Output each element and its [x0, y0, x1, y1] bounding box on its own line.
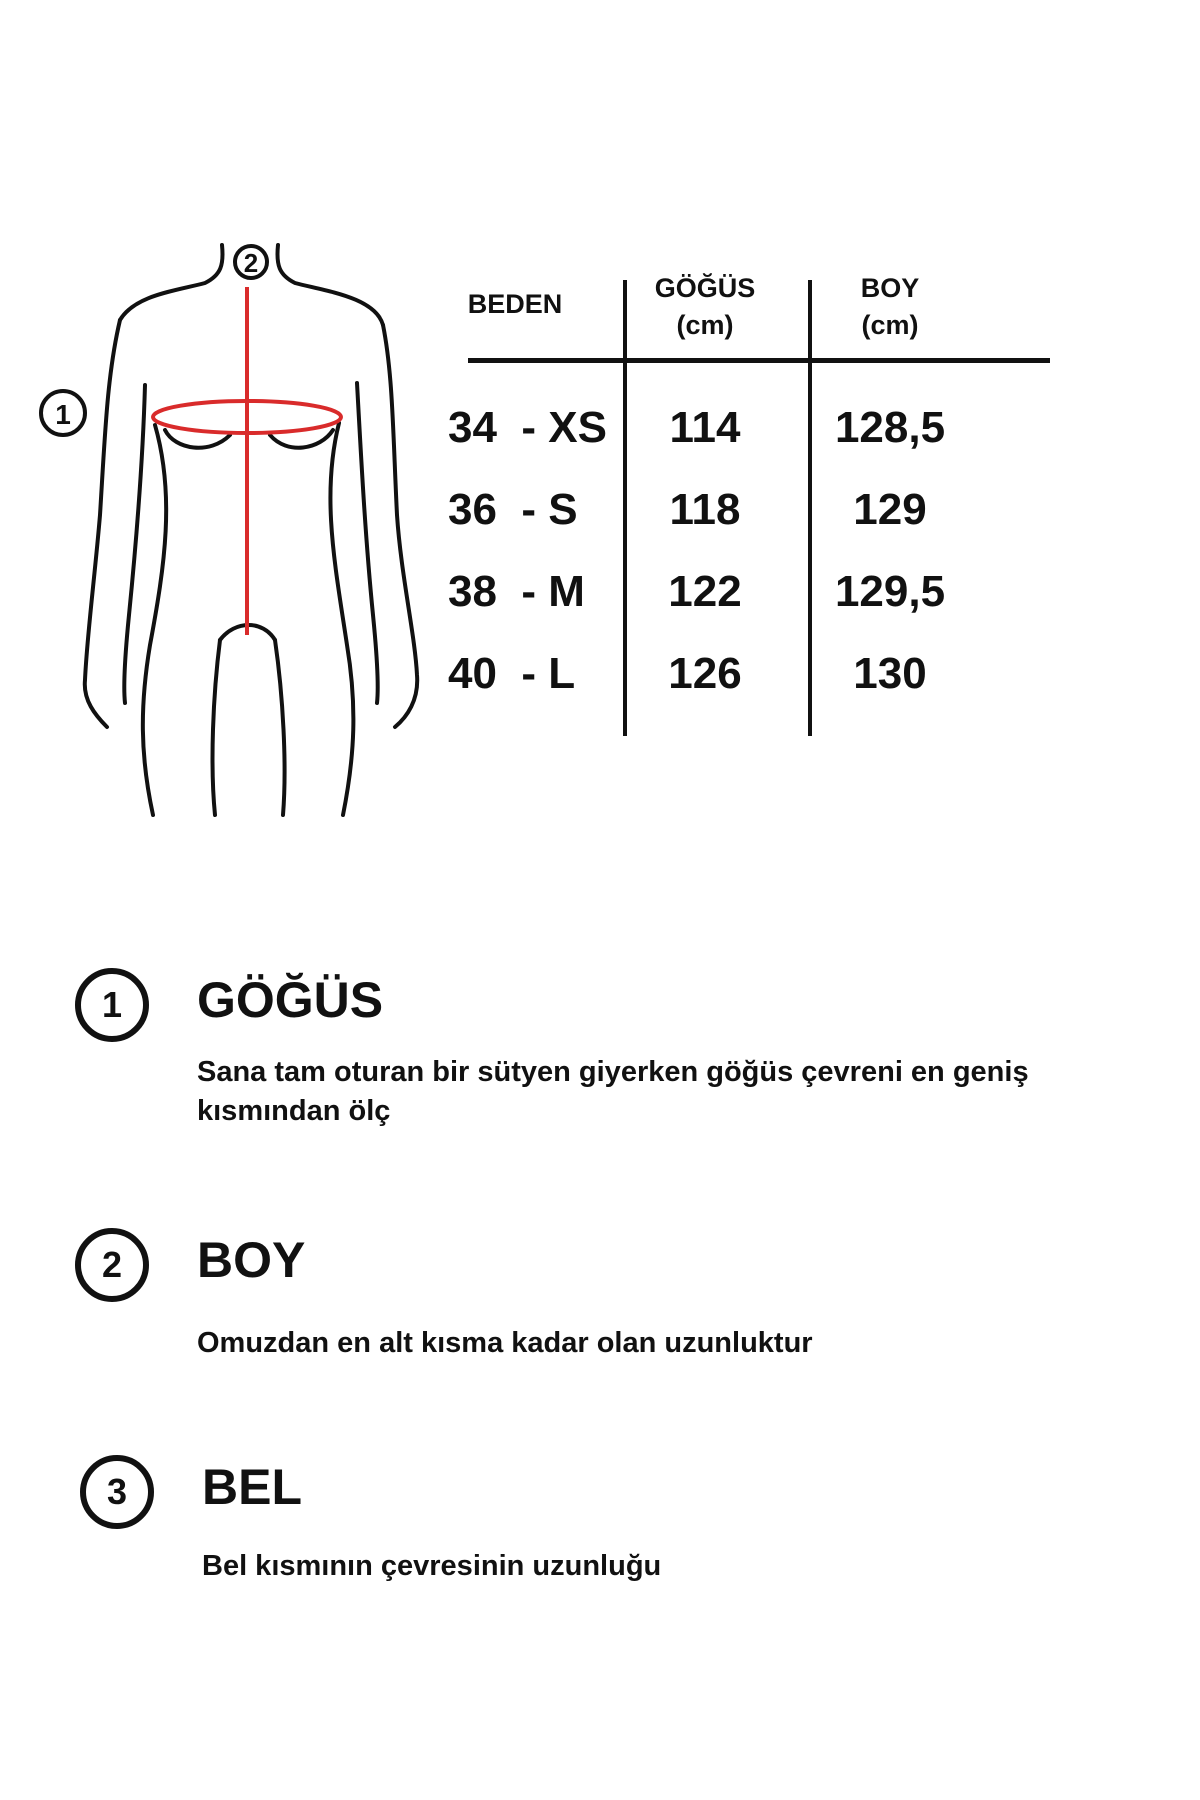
cell-length: 128,5 — [834, 403, 946, 452]
marker-1 — [41, 391, 85, 435]
body-outline-illustration — [25, 235, 445, 825]
cell-length: 129 — [853, 485, 927, 534]
legend-item-length — [75, 1228, 1155, 1358]
cell-chest: 114 — [669, 403, 741, 452]
right-inner-leg — [275, 640, 285, 815]
left-inner-leg — [213, 640, 220, 815]
body-measurement-figure — [25, 235, 445, 825]
cell-length: 130 — [853, 649, 927, 698]
marker-2 — [235, 246, 267, 278]
right-shoulder-line — [277, 245, 383, 325]
header-length-label: BOY — [860, 273, 920, 303]
header-chest-label: GÖĞÜS — [654, 273, 756, 303]
size-table — [440, 270, 1060, 740]
right-torso-side — [330, 423, 353, 815]
legend-description: Sana tam oturan bir sütyen giyerken göğüs çevreni en geniş kısmından ölç — [197, 1056, 1029, 1127]
cell-size: 40 - L — [448, 649, 576, 698]
table-row — [440, 480, 1060, 540]
header-size: BEDEN — [467, 289, 563, 319]
cell-chest: 122 — [668, 567, 742, 616]
legend-title: BOY — [197, 1232, 306, 1288]
legend-description: Bel kısmının çevresinin uzunluğu — [202, 1550, 662, 1582]
left-torso-side — [143, 425, 166, 815]
right-arm-inner — [357, 383, 378, 703]
legend-number-badge: 1 — [75, 968, 149, 1042]
legend-title: BEL — [202, 1459, 302, 1515]
marker-2-label: 2 — [243, 248, 259, 278]
table-row — [440, 644, 1060, 704]
right-arm-outer — [383, 325, 417, 727]
table-row — [440, 562, 1060, 622]
header-divider — [468, 358, 1050, 363]
cell-chest: 118 — [669, 485, 741, 534]
left-arm-outer — [85, 320, 120, 727]
table-row — [440, 398, 1060, 458]
legend-number-badge: 3 — [80, 1455, 154, 1529]
header-length-unit: (cm) — [861, 310, 919, 340]
header-chest — [625, 270, 785, 344]
legend-description: Omuzdan en alt kısma kadar olan uzunluktur — [197, 1327, 813, 1359]
left-shoulder-line — [120, 245, 223, 320]
legend-number-badge: 2 — [75, 1228, 149, 1302]
cell-size: 34 - XS — [448, 403, 607, 452]
cell-size: 36 - S — [448, 485, 578, 534]
header-length — [810, 270, 970, 344]
cell-chest: 126 — [668, 649, 742, 698]
cell-length: 129,5 — [834, 567, 946, 616]
header-chest-unit: (cm) — [676, 310, 734, 340]
cell-size: 38 - M — [448, 567, 585, 616]
legend-item-chest — [75, 968, 1155, 1148]
left-arm-inner — [124, 385, 145, 703]
marker-1-label: 1 — [55, 399, 71, 430]
legend-item-waist — [80, 1455, 1160, 1585]
legend-title: GÖĞÜS — [197, 972, 384, 1028]
